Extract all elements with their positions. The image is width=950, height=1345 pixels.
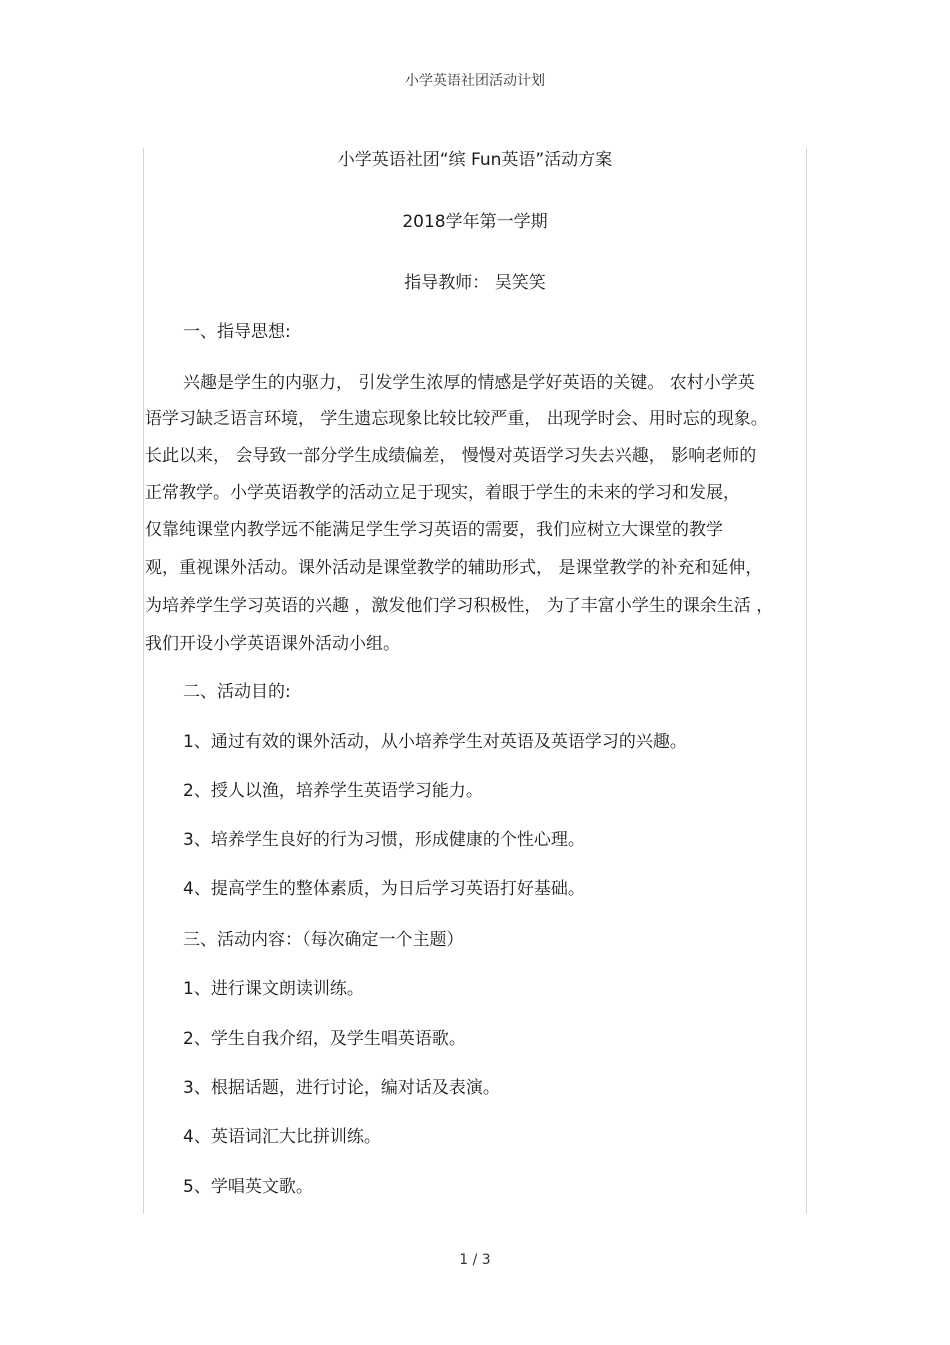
paragraph-line: 正常教学。小学英语教学的活动立足于现实，着眼于学生的未来的学习和发展， [145,483,740,503]
teacher-label: 指导教师： 吴笑笑 [404,273,546,293]
document-title: 小学英语社团“缤 Fun英语”活动方案 [337,150,613,170]
list-item: 3、根据话题，进行讨论，编对话及表演。 [183,1078,500,1098]
paragraph-line: 我们开设小学英语课外活动小组。 [145,634,400,654]
running-header: 小学英语社团活动计划 [405,73,545,89]
list-item: 1、进行课文朗读训练。 [183,979,364,999]
paragraph-line: 仅靠纯课堂内教学远不能满足学生学习英语的需要，我们应树立大课堂的教学 [145,520,723,540]
list-item: 4、英语词汇大比拼训练。 [183,1127,381,1147]
paragraph-line: 兴趣是学生的内驱力， 引发学生浓厚的情感是学好英语的关键。 农村小学英 [183,373,755,393]
list-item: 1、通过有效的课外活动，从小培养学生对英语及英语学习的兴趣。 [183,732,687,752]
page-indicator: 1 / 3 [459,1252,491,1268]
list-item: 2、学生自我介绍，及学生唱英语歌。 [183,1029,466,1049]
list-item: 5、学唱英文歌。 [183,1177,313,1197]
list-item: 2、授人以渔，培养学生英语学习能力。 [183,781,483,801]
term-label: 2018学年第一学期 [402,212,548,232]
paragraph-line: 为培养学生学习英语的兴趣 ，激发他们学习积极性， 为了丰富小学生的课余生活 ， [145,596,774,616]
list-item: 3、培养学生良好的行为习惯，形成健康的个性心理。 [183,830,585,850]
section-heading-activity-content: 三、活动内容：（每次确定一个主题） [183,930,464,950]
section-heading-activity-purpose: 二、活动目的: [183,682,291,702]
list-item: 4、提高学生的整体素质，为日后学习英语打好基础。 [183,879,585,899]
paragraph-line: 语学习缺乏语言环境， 学生遗忘现象比较比较严重， 出现学时会、用时忘的现象。 [145,409,768,429]
paragraph-line: 长此以来， 会导致一部分学生成绩偏差， 慢慢对英语学习失去兴趣， 影响老师的 [145,446,757,466]
paragraph-line: 观，重视课外活动。课外活动是课堂教学的辅助形式， 是课堂教学的补充和延伸， [145,558,763,578]
section-heading-guiding-ideology: 一、指导思想: [183,322,291,342]
